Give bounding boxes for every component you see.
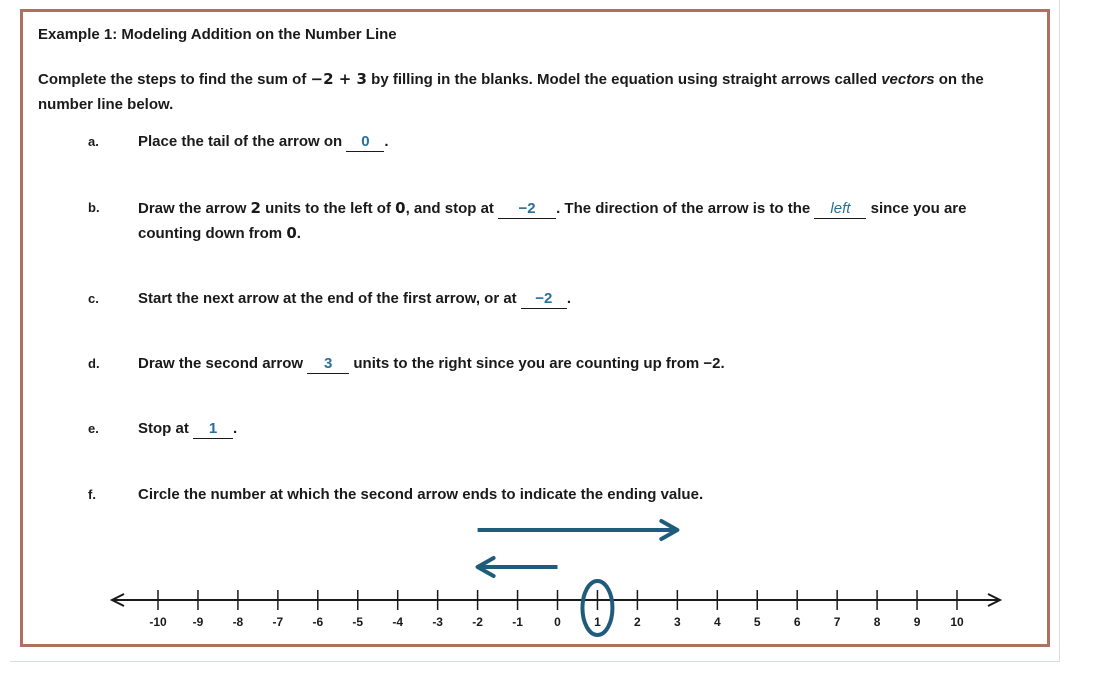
tick-label: 6 [793,615,801,629]
step-c-text-1: Start the next arrow at the end of the first arrow, or at [138,290,521,307]
tick-label: -4 [392,615,404,629]
number-line-axis [112,594,1000,606]
vector-arrows [478,521,678,576]
intro-text-2: by filling in the blanks. Model the equation using straight arrows called [366,71,882,88]
step-e-text-1: Stop at [138,420,193,437]
step-b-text-5: since you are counting down from [138,200,967,242]
tick-label: 10 [950,615,964,629]
tick-label: 0 [554,615,561,629]
step-e-text-2: . [233,420,238,437]
step-d-text-1: Draw the second arrow [138,355,308,372]
step-b-text-2: units to the left of [260,200,396,217]
step-letter: a. [88,134,99,149]
answer-blank-d: 3 [307,355,349,374]
tick-label: -5 [352,615,364,629]
example-title: Example 1: Modeling Addition on the Number Line [38,26,397,43]
tick-label: 9 [913,615,921,629]
step-b-number-2: 0 [395,199,406,217]
tick-label: 3 [674,615,681,629]
tick-label: 2 [634,615,641,629]
tick-label: -6 [312,615,324,629]
answer-blank-b2: left [814,200,866,219]
tick-label: -2 [472,615,483,629]
answer-blank-b1: −2 [498,200,556,219]
tick-label: -1 [512,615,523,629]
tick-label: -3 [432,615,443,629]
step-b-number-1: 2 [250,199,261,217]
answer-blank-e: 1 [193,420,233,439]
tick-label: 8 [873,615,881,629]
tick-label: -7 [272,615,284,629]
tick-label: 4 [713,615,721,629]
step-text: Circle the number at which the second arrow ends to indicate the ending value. [138,486,704,503]
step-letter: f. [88,487,96,502]
step-letter: d. [88,356,100,371]
step-letter: c. [88,291,99,306]
tick-label: 5 [753,615,761,629]
step-a-text-1: Place the tail of the arrow on [138,133,347,150]
tick-label: -9 [192,615,204,629]
step-b-text-3: , and stop at [405,200,499,217]
step-c-text-2: . [566,290,572,307]
step-b-number-3: 0 [286,224,297,242]
tick-label: 7 [833,615,841,629]
intro-vectors-word: vectors [881,71,935,88]
step-letter: b. [88,200,100,215]
step-b-text-4: . The direction of the arrow is to the [556,200,815,217]
tick-label: -8 [232,615,244,629]
step-letter: e. [88,421,99,436]
intro-text-3: on the number line below. [38,71,984,113]
step-b-text-6: . [296,225,301,242]
answer-blank-a: 0 [346,133,384,152]
number-line-labels [149,615,964,629]
step-a-text-2: . [384,133,389,150]
step-b-text-1: Draw the arrow [138,200,251,217]
intro-expression: −2 + 3 [310,70,367,88]
tick-label: 1 [594,615,601,629]
answer-blank-c: −2 [521,290,567,309]
step-d-text-2: units to the right since you are counting up from −2. [349,355,725,372]
tick-label: -10 [149,615,167,629]
intro-text-1: Complete the steps to find the sum of [38,71,311,88]
number-line-ticks [158,590,957,610]
